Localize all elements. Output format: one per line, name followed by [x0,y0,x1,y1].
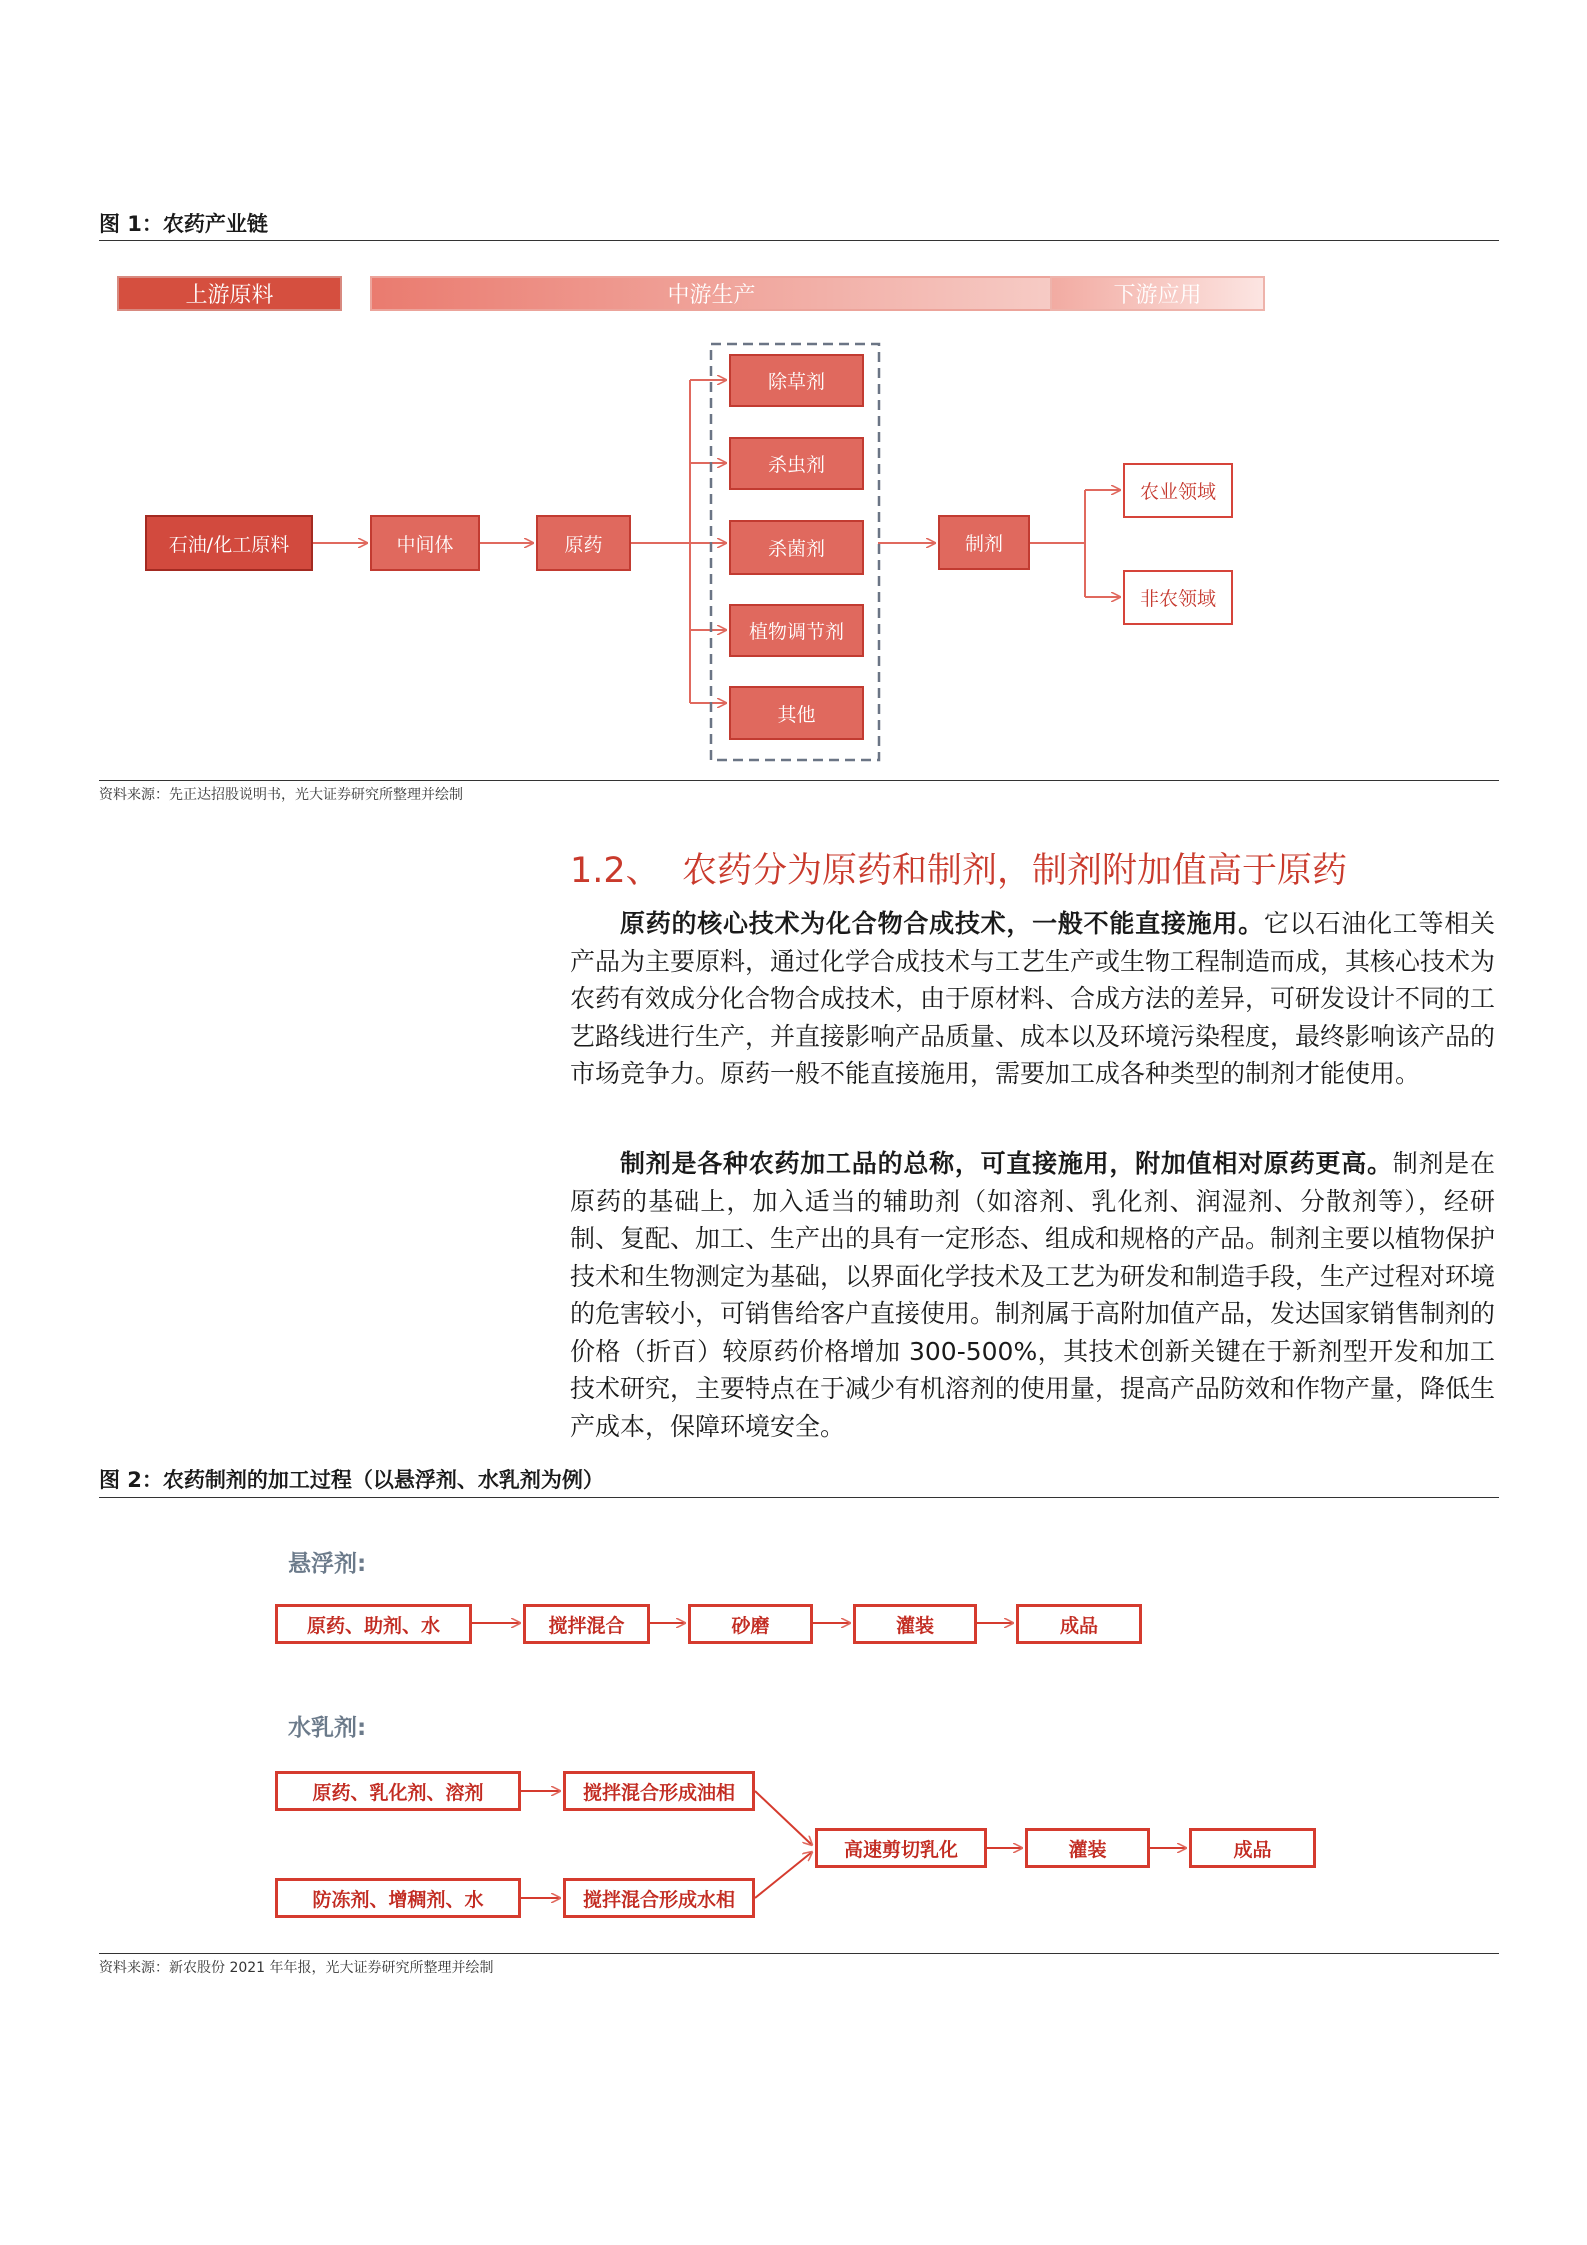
band-midstream: 中游生产 [370,276,1053,311]
emulsion-fill: 灌装 [1025,1828,1150,1868]
section-number: 1.2、 [570,851,661,891]
suspension-step-fill: 灌装 [853,1604,977,1644]
figure2-top-rule [99,1497,1499,1498]
node-plant-regulator: 植物调节剂 [729,604,864,657]
paragraph-formulation-body: 制剂是在原药的基础上，加入适当的辅助剂（如溶剂、乳化剂、润湿剂、分散剂等），经研制、复配、加工、生产出的具有一定形态、组成和规格的产品。制剂主要以植物保护技术和生物测定为基础，以界面化学技术及工艺为研发和制造手段，生产过程对环境的危害较小，可销售给客户直接使用。制剂属于高附加值产品，发达国家销售制剂的价格（折百）较原药价格增加 300-500%，其技术创新关键在于新剂型开发和加工技术研究，主要特点在于减少有机溶剂的使用量，提高产品防效和作物产量，降低生产成本，保障环境安全。 [570,1149,1496,1441]
figure2-bottom-rule [99,1953,1499,1954]
node-intermediate: 中间体 [370,515,480,571]
node-raw-materials: 石油/化工原料 [145,515,313,571]
emulsion-shear: 高速剪切乳化 [815,1828,987,1868]
emulsion-product: 成品 [1189,1828,1316,1868]
band-downstream: 下游应用 [1050,276,1265,311]
emulsion-oil-inputs: 原药、乳化剂、溶剂 [275,1771,521,1811]
suspension-step-inputs: 原药、助剂、水 [275,1604,472,1644]
band-upstream: 上游原料 [117,276,342,311]
node-herbicide: 除草剂 [729,354,864,407]
figure2-title: 图 2：农药制剂的加工过程（以悬浮剂、水乳剂为例） [99,1468,604,1492]
node-other: 其他 [729,686,864,740]
paragraph-technical-body: 它以石油化工等相关产品为主要原料，通过化学合成技术与工艺生产或生物工程制造而成，其核心技术为农药有效成分化合物合成技术，由于原材料、合成方法的差异，可研发设计不同的工艺路线进行生产，并直接影响产品质量、成本以及环境污染程度，最终影响该产品的市场竞争力。原药一般不能直接施用，需要加工成各种类型的制剂才能使用。 [570,909,1496,1088]
figure2-source: 资料来源：新农股份 2021 年年报，光大证券研究所整理并绘制 [99,1960,494,1976]
paragraph-technical-lead: 原药的核心技术为化合物合成技术，一般不能直接施用。 [620,909,1264,938]
figure1-title: 图 1：农药产业链 [99,212,268,236]
emulsion-water-phase: 搅拌混合形成水相 [563,1878,755,1918]
node-technical: 原药 [536,515,631,571]
section-title: 农药分为原药和制剂，制剂附加值高于原药 [682,851,1348,891]
node-non-agricultural: 非农领域 [1123,570,1233,625]
figure1-source: 资料来源：先正达招股说明书，光大证券研究所整理并绘制 [99,787,463,803]
emulsion-label: 水乳剂: [288,1715,367,1741]
node-insecticide: 杀虫剂 [729,437,864,490]
node-formulation: 制剂 [938,515,1030,570]
suspension-label: 悬浮剂: [288,1551,367,1577]
node-fungicide: 杀菌剂 [729,520,864,575]
emulsion-oil-phase: 搅拌混合形成油相 [563,1771,755,1811]
paragraph-formulation-lead: 制剂是各种农药加工品的总称，可直接施用，附加值相对原药更高。 [620,1149,1393,1178]
figure1-bottom-rule [99,780,1499,781]
section-heading [570,843,1347,893]
node-agricultural: 农业领域 [1123,463,1233,518]
emulsion-water-inputs: 防冻剂、增稠剂、水 [275,1878,521,1918]
suspension-step-product: 成品 [1016,1604,1142,1644]
paragraph-technical [570,905,1495,1093]
paragraph-formulation [570,1145,1495,1445]
suspension-step-mix: 搅拌混合 [523,1604,650,1644]
suspension-step-grind: 砂磨 [688,1604,813,1644]
